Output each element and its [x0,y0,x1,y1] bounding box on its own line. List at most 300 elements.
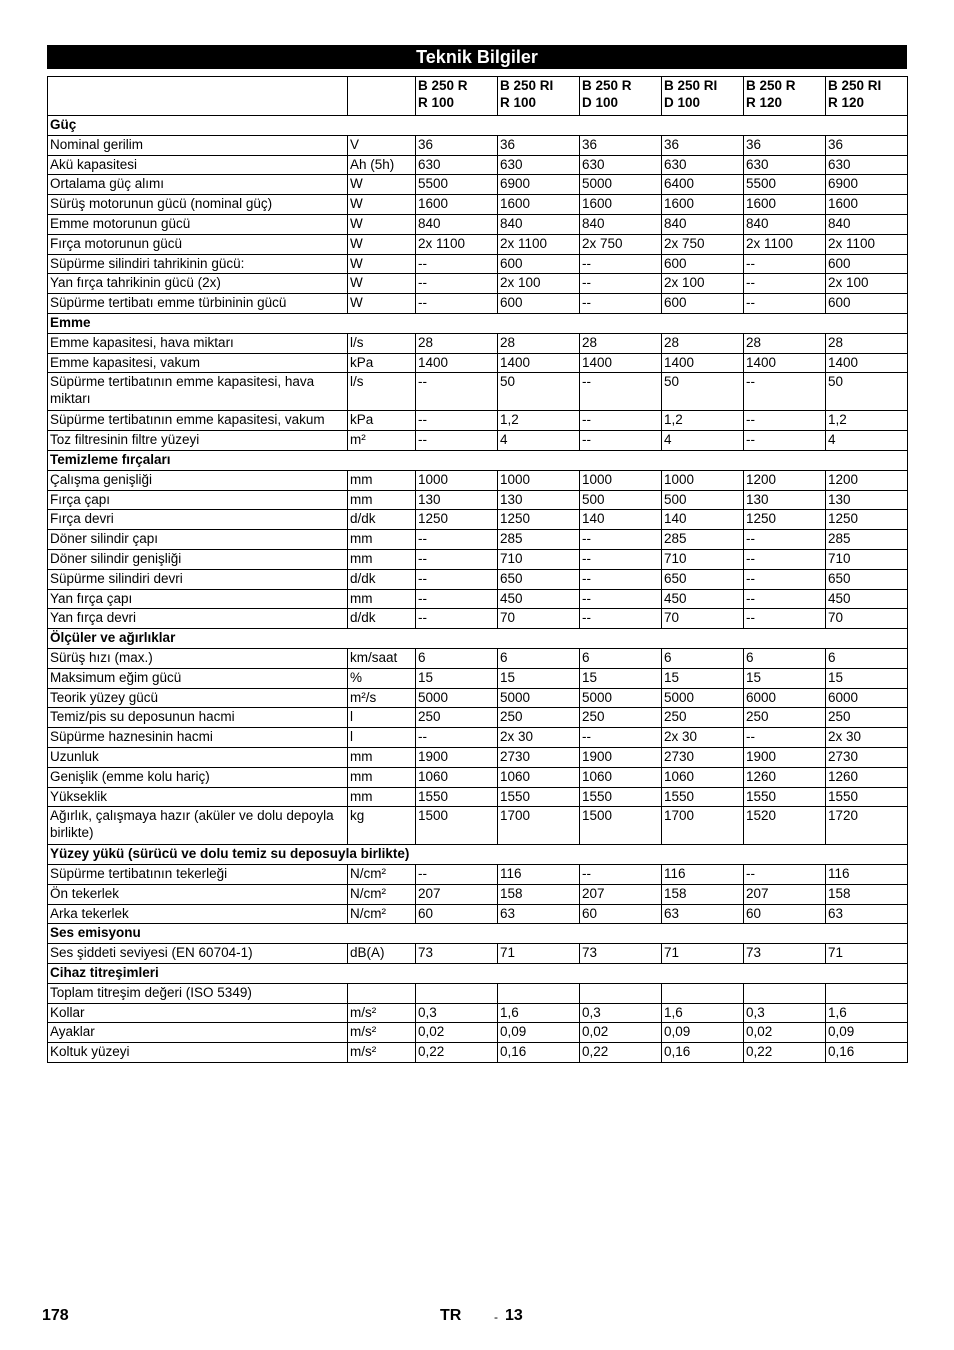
row-label: Emme kapasitesi, vakum [48,353,348,373]
value-cell: 1400 [744,353,826,373]
row-label: Emme kapasitesi, hava miktarı [48,333,348,353]
value-cell: -- [580,728,662,748]
value-cell: -- [580,274,662,294]
value-cell: -- [580,373,662,411]
value-cell: 0,3 [744,1003,826,1023]
row-unit: mm [348,589,416,609]
value-cell: -- [416,530,498,550]
value-cell: 650 [826,569,908,589]
sub-page-number: 13 [505,1307,523,1324]
value-cell: 36 [498,135,580,155]
table-row [48,865,908,885]
value-cell: 1400 [580,353,662,373]
row-unit: d/dk [348,569,416,589]
value-cell: 6900 [498,175,580,195]
value-cell: 70 [826,609,908,629]
row-label: Teorik yüzey gücü [48,688,348,708]
column-header-line: R 100 [418,95,455,110]
value-cell: -- [744,549,826,569]
value-cell: -- [580,589,662,609]
value-cell: 1060 [662,767,744,787]
value-cell: 15 [580,668,662,688]
value-cell: 500 [580,490,662,510]
value-cell: 4 [826,431,908,451]
value-cell: 28 [580,333,662,353]
value-cell: 130 [744,490,826,510]
value-cell: 6 [826,648,908,668]
value-cell: 1550 [744,787,826,807]
column-header [498,77,580,116]
value-cell: 0,22 [416,1043,498,1063]
section-row [48,629,908,649]
row-label: Koltuk yüzeyi [48,1043,348,1063]
value-cell: 1250 [744,510,826,530]
row-unit: l/s [348,333,416,353]
row-label: Toplam titreşim değeri (ISO 5349) [48,983,348,1003]
value-cell: 285 [662,530,744,550]
column-header-line: D 100 [664,95,701,110]
row-unit: km/saat [348,648,416,668]
column-header-line: D 100 [582,95,619,110]
value-cell: 207 [580,884,662,904]
value-cell: 2x 30 [662,728,744,748]
value-cell: 2x 1100 [498,234,580,254]
column-header [662,77,744,116]
value-cell: 15 [662,668,744,688]
section-heading: Güç [48,116,908,136]
value-cell: 130 [416,490,498,510]
row-unit: kg [348,807,416,845]
value-cell: 2x 30 [498,728,580,748]
table-row [48,333,908,353]
value-cell: -- [416,274,498,294]
value-cell: 1520 [744,807,826,845]
value-cell: 5000 [580,688,662,708]
row-unit: mm [348,787,416,807]
value-cell: 630 [416,155,498,175]
value-cell: 6400 [662,175,744,195]
table-row [48,175,908,195]
row-label: Emme motorunun gücü [48,214,348,234]
value-cell: 600 [662,254,744,274]
table-row [48,373,908,411]
value-cell: 0,16 [498,1043,580,1063]
value-cell: 130 [826,490,908,510]
value-cell: 1400 [662,353,744,373]
value-cell: 600 [826,294,908,314]
value-cell: 1900 [416,747,498,767]
value-cell: 450 [498,589,580,609]
row-unit: l [348,708,416,728]
value-cell: 840 [662,214,744,234]
value-cell: -- [580,530,662,550]
value-cell: 4 [498,431,580,451]
value-cell: 2730 [826,747,908,767]
column-header-line: B 250 R [746,78,796,93]
row-unit [348,983,416,1003]
value-cell: 450 [826,589,908,609]
table-row [48,787,908,807]
row-unit: W [348,294,416,314]
value-cell: 36 [416,135,498,155]
row-unit: N/cm² [348,865,416,885]
row-unit: N/cm² [348,904,416,924]
table-row [48,530,908,550]
value-cell: 71 [826,944,908,964]
value-cell: 840 [498,214,580,234]
value-cell: 140 [580,510,662,530]
value-cell: 6 [498,648,580,668]
row-label: Ortalama güç alımı [48,175,348,195]
value-cell: 1250 [416,510,498,530]
value-cell: 28 [744,333,826,353]
value-cell: 158 [498,884,580,904]
row-unit: m² [348,431,416,451]
value-cell: 1200 [826,470,908,490]
row-label: Kollar [48,1003,348,1023]
table-row [48,767,908,787]
value-cell [744,983,826,1003]
row-unit: mm [348,470,416,490]
column-header [744,77,826,116]
row-label: Ağırlık, çalışmaya hazır (aküler ve dolu depoyla birlikte) [48,807,348,845]
value-cell: 36 [826,135,908,155]
row-label: Sürüş hızı (max.) [48,648,348,668]
section-heading: Ölçüler ve ağırlıklar [48,629,908,649]
value-cell [826,983,908,1003]
value-cell: 116 [662,865,744,885]
row-label: Sürüş motorunun gücü (nominal güç) [48,195,348,215]
value-cell: 600 [662,294,744,314]
value-cell: 5500 [744,175,826,195]
value-cell: -- [744,609,826,629]
value-cell: 1720 [826,807,908,845]
table-row [48,294,908,314]
value-cell: 840 [416,214,498,234]
row-label: Süpürme tertibatının tekerleği [48,865,348,885]
table-row [48,609,908,629]
table-row [48,274,908,294]
value-cell: 450 [662,589,744,609]
row-unit: m²/s [348,688,416,708]
value-cell: 28 [498,333,580,353]
value-cell: 600 [826,254,908,274]
row-label: Ses şiddeti seviyesi (EN 60704-1) [48,944,348,964]
value-cell: 0,16 [662,1043,744,1063]
value-cell: 70 [662,609,744,629]
row-label: Yan fırça devri [48,609,348,629]
value-cell: 0,09 [498,1023,580,1043]
value-cell: -- [744,254,826,274]
value-cell: 1600 [580,195,662,215]
table-row [48,195,908,215]
value-cell: -- [416,254,498,274]
value-cell: -- [416,728,498,748]
value-cell: 130 [498,490,580,510]
value-cell: -- [416,549,498,569]
row-unit: Ah (5h) [348,155,416,175]
value-cell: -- [744,569,826,589]
value-cell: 15 [416,668,498,688]
row-unit: W [348,254,416,274]
table-row [48,884,908,904]
row-label: Ön tekerlek [48,884,348,904]
page-separator: - [494,1310,498,1324]
row-unit: mm [348,490,416,510]
row-unit: kPa [348,353,416,373]
value-cell: 36 [662,135,744,155]
section-row [48,313,908,333]
value-cell: -- [416,294,498,314]
value-cell: 0,09 [662,1023,744,1043]
value-cell: 0,09 [826,1023,908,1043]
page-number: 178 [42,1307,69,1324]
table-row [48,944,908,964]
value-cell: 50 [826,373,908,411]
column-header-line: B 250 RI [664,78,718,93]
value-cell: 6 [744,648,826,668]
value-cell: 1000 [662,470,744,490]
table-row [48,254,908,274]
row-label: Genişlik (emme kolu hariç) [48,767,348,787]
row-unit: W [348,175,416,195]
value-cell: 1060 [580,767,662,787]
value-cell: 0,16 [826,1043,908,1063]
value-cell: 2x 750 [580,234,662,254]
row-unit: N/cm² [348,884,416,904]
row-unit: mm [348,530,416,550]
value-cell: 36 [580,135,662,155]
value-cell: 4 [662,431,744,451]
row-label: Çalışma genişliği [48,470,348,490]
table-row [48,708,908,728]
table-row [48,135,908,155]
value-cell: -- [580,865,662,885]
row-label: Fırça motorunun gücü [48,234,348,254]
value-cell: 1600 [662,195,744,215]
section-heading: Cihaz titreşimleri [48,964,908,984]
value-cell: 0,22 [744,1043,826,1063]
column-header-line: R 120 [746,95,783,110]
row-unit: m/s² [348,1023,416,1043]
table-row [48,668,908,688]
value-cell: 158 [662,884,744,904]
value-cell: 6 [580,648,662,668]
row-unit: W [348,234,416,254]
value-cell: 1600 [826,195,908,215]
value-cell: 1400 [826,353,908,373]
value-cell: 73 [416,944,498,964]
row-unit: l/s [348,373,416,411]
row-unit: W [348,214,416,234]
value-cell: 840 [580,214,662,234]
value-cell: 2x 1100 [826,234,908,254]
column-header [826,77,908,116]
value-cell: 630 [744,155,826,175]
value-cell: 2730 [662,747,744,767]
value-cell: -- [416,411,498,431]
value-cell: -- [580,569,662,589]
value-cell: 1060 [416,767,498,787]
value-cell: 630 [662,155,744,175]
value-cell: 710 [826,549,908,569]
value-cell: 650 [662,569,744,589]
table-row [48,1023,908,1043]
value-cell: 1550 [662,787,744,807]
value-cell: 28 [416,333,498,353]
value-cell: 250 [498,708,580,728]
value-cell: 840 [744,214,826,234]
section-heading: Emme [48,313,908,333]
table-row [48,234,908,254]
value-cell: -- [744,411,826,431]
row-unit: mm [348,549,416,569]
column-header [416,77,498,116]
value-cell: 6000 [744,688,826,708]
row-unit: W [348,195,416,215]
value-cell: 116 [498,865,580,885]
value-cell: 1700 [662,807,744,845]
value-cell: 1260 [826,767,908,787]
value-cell: -- [416,865,498,885]
value-cell: 1900 [580,747,662,767]
value-cell: 250 [826,708,908,728]
value-cell: 1,6 [498,1003,580,1023]
column-header-line: B 250 R [418,78,468,93]
row-label: Süpürme tertibatının emme kapasitesi, vakum [48,411,348,431]
value-cell: -- [580,609,662,629]
value-cell: 0,3 [416,1003,498,1023]
value-cell: 630 [826,155,908,175]
value-cell: -- [416,569,498,589]
row-unit: l [348,728,416,748]
value-cell: -- [580,254,662,274]
value-cell: -- [580,549,662,569]
value-cell: 1060 [498,767,580,787]
table-row [48,411,908,431]
value-cell: 1,2 [826,411,908,431]
value-cell: 2x 750 [662,234,744,254]
header-unit-cell [348,77,416,116]
table-row [48,490,908,510]
row-label: Uzunluk [48,747,348,767]
value-cell: -- [416,589,498,609]
row-label: Toz filtresinin filtre yüzeyi [48,431,348,451]
value-cell: 1700 [498,807,580,845]
value-cell: 50 [498,373,580,411]
value-cell: 1550 [416,787,498,807]
value-cell: 1900 [744,747,826,767]
value-cell: 2x 30 [826,728,908,748]
row-label: Süpürme silindiri devri [48,569,348,589]
row-unit: V [348,135,416,155]
value-cell: 28 [662,333,744,353]
value-cell: 0,3 [580,1003,662,1023]
value-cell: 1,2 [662,411,744,431]
value-cell: 710 [662,549,744,569]
value-cell: 1000 [580,470,662,490]
value-cell: -- [580,411,662,431]
value-cell: 15 [744,668,826,688]
row-label: Fırça çapı [48,490,348,510]
row-unit: % [348,668,416,688]
row-unit: kPa [348,411,416,431]
value-cell: 650 [498,569,580,589]
table-row [48,214,908,234]
row-label: Döner silindir genişliği [48,549,348,569]
value-cell: -- [416,431,498,451]
value-cell: 36 [744,135,826,155]
value-cell: 285 [498,530,580,550]
row-unit: dB(A) [348,944,416,964]
value-cell: -- [744,294,826,314]
section-row [48,116,908,136]
value-cell: 5000 [416,688,498,708]
section-heading: Temizleme fırçaları [48,450,908,470]
value-cell: 63 [662,904,744,924]
table-row [48,648,908,668]
value-cell: -- [580,294,662,314]
value-cell: 71 [662,944,744,964]
row-label: Süpürme tertibatı emme türbininin gücü [48,294,348,314]
row-label: Süpürme haznesinin hacmi [48,728,348,748]
value-cell: -- [744,728,826,748]
value-cell: 71 [498,944,580,964]
header-label-cell [48,77,348,116]
value-cell: 0,02 [744,1023,826,1043]
value-cell: 710 [498,549,580,569]
value-cell: 250 [416,708,498,728]
value-cell: 1,2 [498,411,580,431]
value-cell: -- [580,431,662,451]
table-row [48,983,908,1003]
value-cell: 630 [580,155,662,175]
value-cell: 6 [662,648,744,668]
value-cell: -- [744,274,826,294]
value-cell: 1400 [416,353,498,373]
value-cell: 1550 [826,787,908,807]
value-cell: -- [744,373,826,411]
table-row [48,353,908,373]
value-cell: 1500 [416,807,498,845]
row-label: Yükseklik [48,787,348,807]
table-row [48,1003,908,1023]
section-row [48,450,908,470]
section-row [48,964,908,984]
value-cell: -- [744,431,826,451]
value-cell: 6 [416,648,498,668]
table-row [48,569,908,589]
column-header [580,77,662,116]
table-row [48,155,908,175]
value-cell [416,983,498,1003]
value-cell: 73 [744,944,826,964]
value-cell: 0,22 [580,1043,662,1063]
value-cell: 2x 100 [826,274,908,294]
technical-data-table [47,76,908,1063]
value-cell: 600 [498,294,580,314]
value-cell: 250 [580,708,662,728]
value-cell: 250 [744,708,826,728]
value-cell: 60 [580,904,662,924]
value-cell: 15 [826,668,908,688]
page-title: Teknik Bilgiler [47,45,907,69]
row-unit: m/s² [348,1043,416,1063]
table-header-row [48,77,908,116]
table-row [48,431,908,451]
row-label: Süpürme tertibatının emme kapasitesi, hava miktarı [48,373,348,411]
value-cell: 1200 [744,470,826,490]
